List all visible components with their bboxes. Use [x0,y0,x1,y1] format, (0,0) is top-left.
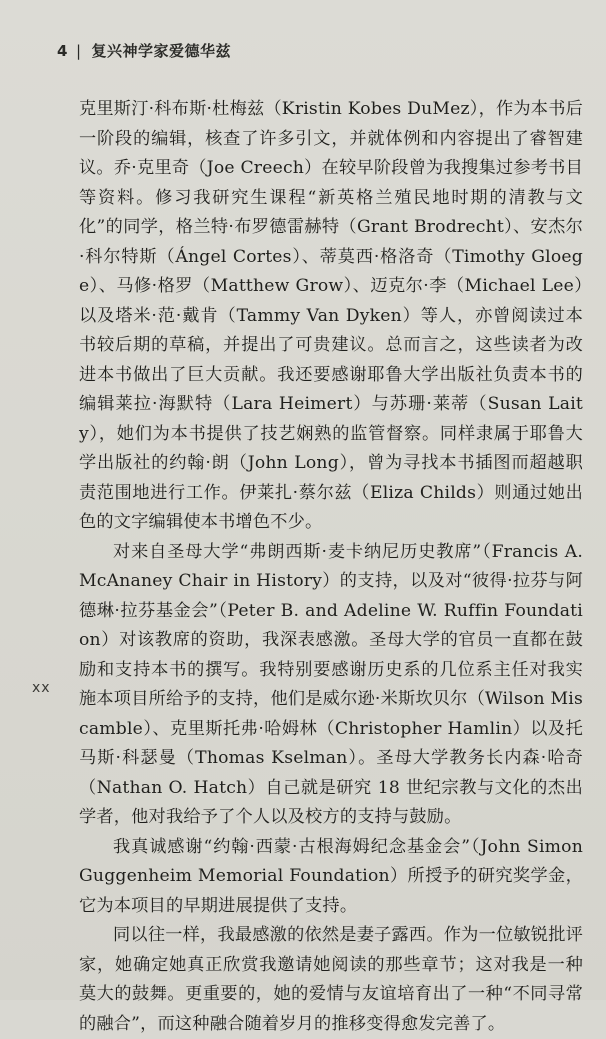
margin-page-marker: xx [32,680,51,696]
header-separator: | [75,41,82,60]
paragraph-3: 我真诚感谢“约翰·西蒙·古根海姆纪念基金会”（John Simon Guggenheim Memorial Foundation）所授予的研究奖学金，它为本项目的早期进展提供了支持。 [79,836,583,916]
running-header [57,40,231,61]
paragraph-1: 克里斯汀·科布斯·杜梅兹（Kristin Kobes DuMez），作为本书后一阶段的编辑，核查了许多引文，并就体例和内容提出了睿智建议。乔·克里奇（Joe Creech）在较早阶段曾为我搜集过参考书目等资料。修习我研究生课程“新英格兰殖民地时期的清教与文化”的同学，格兰特·布罗德雷赫特（Grant Brodrecht）、安杰尔·科尔特斯（Ángel Cortes）、蒂莫西·格洛奇（Timothy Gloege）、马修·格罗（Matthew Grow）、迈克尔·李（Michael Lee）以及塔米·范·戴肯（Tammy Van Dyken）等人，亦曾阅读过本书较后期的草稿，并提出了可贵建议。总而言之，这些读者为改进本书做出了巨大贡献。我还要感谢耶鲁大学出版社负责本书的编辑莱拉·海默特（Lara Heimert）与苏珊·莱蒂（Susan Laity），她们为本书提供了技艺娴熟的监管督察。同样隶属于耶鲁大学出版社的约翰·朗（John Long），曾为寻找本书插图而超越职责范围地进行工作。伊莱扎·蔡尔兹（Eliza Childs）则通过她出色的文字编辑使本书增色不少。 [79,99,583,532]
body-text [79,95,583,1039]
paragraph-4: 同以往一样，我最感激的依然是妻子露西。作为一位敏锐批评家，她确定她真正欣赏我邀请她阅读的那些章节；这对我是一种莫大的鼓舞。更重要的，她的爱情与友谊培育出了一种“不同寻常的融合”，而这种融合随着岁月的推移变得愈发完善了。 [79,925,583,1034]
paragraph-2: 对来自圣母大学“弗朗西斯·麦卡纳尼历史教席”（Francis A. McAnaney Chair in History）的支持，以及对“彼得·拉芬与阿德琳·拉芬基金会”（Peter B. and Adeline W. Ruffin Foundation）对该教席的资助，我深表感激。圣母大学的官员一直都在鼓励和支持本书的撰写。我特别要感谢历史系的几位系主任对我实施本项目所给予的支持，他们是威尔逊·米斯坎贝尔（Wilson Miscamble）、克里斯托弗·哈姆林（Christopher Hamlin）以及托马斯·科瑟曼（Thomas Kselman）。圣母大学教务长内森·哈奇（Nathan O. Hatch）自己就是研究 18 世纪宗教与文化的杰出学者，他对我给予了个人以及校方的支持与鼓励。 [79,541,583,827]
page-number: 4 [57,41,68,60]
running-title: 复兴神学家爱德华兹 [91,42,232,60]
